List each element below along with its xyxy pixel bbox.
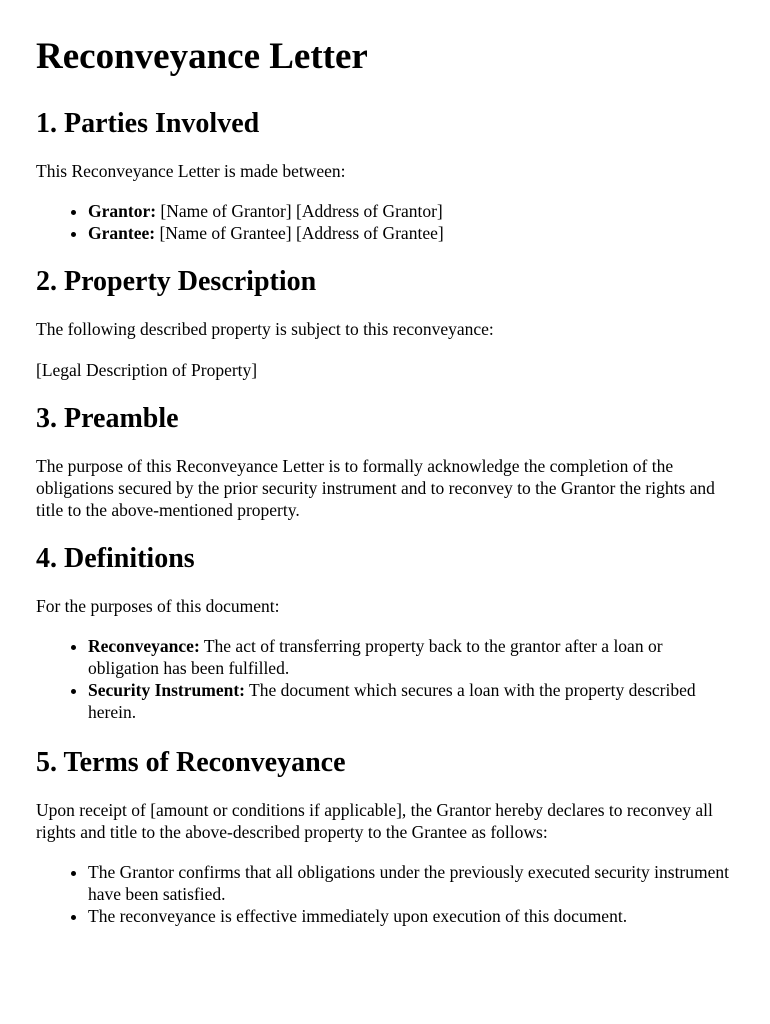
section-intro-property: The following described property is subject to this reconveyance: — [36, 319, 494, 339]
list-item — [88, 222, 734, 244]
document-title: Reconveyance Letter — [36, 36, 368, 77]
section-intro-definitions: For the purposes of this document: — [36, 596, 280, 616]
list-item-text: The document which secures a loan with the property described herein. — [88, 680, 696, 722]
section-heading-terms: 5. Terms of Reconveyance — [36, 747, 346, 778]
list-item — [88, 905, 734, 927]
list-item-text: [Name of Grantee] [Address of Grantee] — [155, 223, 444, 243]
list-item-text: The Grantor confirms that all obligations under the previously executed security instrument have been satisfied. — [88, 862, 730, 904]
list-item-text: The reconveyance is effective immediately upon execution of this document. — [88, 906, 628, 926]
list-item — [88, 679, 734, 723]
section-intro-preamble: The purpose of this Reconveyance Letter is to formally acknowledge the completion of the obligations secured by the prior security instrument and to reconvey to the Grantor the rights and title to the above-mentioned property. — [36, 456, 715, 520]
list-item — [88, 861, 734, 905]
list-item-text: The act of transferring property back to the grantor after a loan or obligation has been fulfilled. — [88, 636, 663, 678]
parties-list — [36, 200, 734, 244]
terms-list — [36, 861, 734, 927]
property-legal-description: [Legal Description of Property] — [36, 360, 258, 380]
list-item — [88, 200, 734, 222]
list-item — [88, 635, 734, 679]
section-intro-terms: Upon receipt of [amount or conditions if applicable], the Grantor hereby declares to reconvey all rights and title to the above-described property to the Grantee as follows: — [36, 800, 713, 842]
list-item-term: Reconveyance: — [88, 636, 200, 656]
list-item-term: Grantor: — [88, 201, 157, 221]
list-item-text: [Name of Grantor] [Address of Grantor] — [156, 201, 443, 221]
section-heading-property: 2. Property Description — [36, 266, 317, 297]
definitions-list — [36, 635, 734, 723]
section-heading-preamble: 3. Preamble — [36, 403, 179, 434]
section-heading-definitions: 4. Definitions — [36, 543, 195, 574]
section-intro-parties: This Reconveyance Letter is made between: — [36, 161, 346, 181]
list-item-term: Security Instrument: — [88, 680, 245, 700]
section-heading-parties: 1. Parties Involved — [36, 108, 260, 139]
list-item-term: Grantee: — [88, 223, 156, 243]
